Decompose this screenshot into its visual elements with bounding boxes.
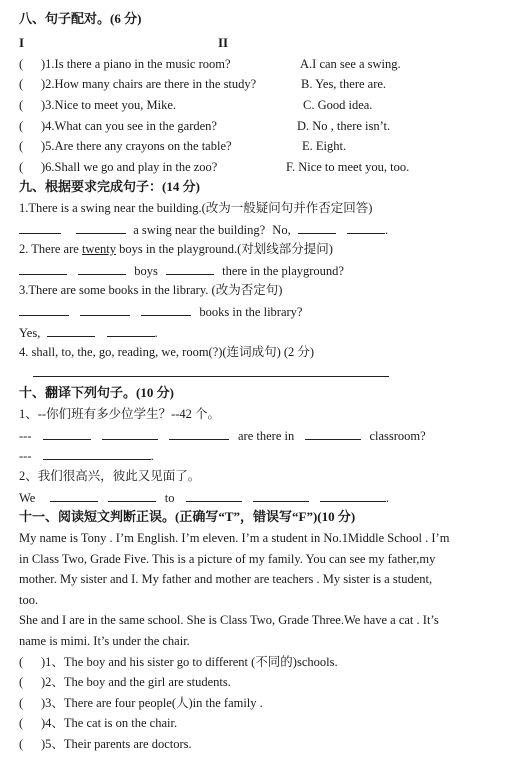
match-answer: A.I can see a swing.	[300, 57, 401, 71]
section-8-heading: 八、句子配对。(6 分)	[19, 11, 142, 26]
judge-item	[19, 695, 502, 711]
match-question: )1.Is there a piano in the music room?	[41, 57, 231, 71]
answer-blank[interactable]	[320, 489, 386, 502]
answer-blank[interactable]	[19, 221, 61, 234]
answer-blank[interactable]	[298, 221, 336, 234]
s9-answer-line-2	[19, 262, 502, 279]
answer-line[interactable]	[33, 376, 389, 377]
answer-blank[interactable]	[108, 489, 156, 502]
match-row	[19, 159, 502, 175]
s10-answer-line-2: We to .	[19, 491, 389, 505]
match-row	[19, 97, 502, 113]
answer-blank[interactable]	[166, 262, 214, 275]
judge-statement: )3、There are four people(人)in the family .	[41, 696, 263, 710]
answer-blank[interactable]	[47, 324, 95, 337]
s9-q2-rest: there in the playground?	[222, 264, 344, 278]
match-question: )2.How many chairs are there in the study?	[41, 77, 257, 91]
judge-item	[19, 654, 502, 670]
judge-statement: )5、Their parents are doctors.	[41, 737, 192, 751]
s9-answer-line-3	[19, 303, 502, 320]
match-question: )4.What can you see in the garden?	[41, 119, 217, 133]
column-ii-label: II	[218, 35, 229, 50]
s9-q1-answer-text: a swing near the building?	[133, 223, 266, 237]
s10-answer-line-1	[19, 427, 502, 444]
answer-blank[interactable]	[19, 262, 67, 275]
answer-paren: (	[19, 98, 24, 112]
s9-q2-boys: boys	[134, 264, 158, 278]
s9-q1-no: No,	[272, 223, 291, 237]
answer-blank[interactable]	[305, 427, 361, 440]
column-i-label: I	[19, 35, 25, 50]
s10-question-1: 1、--你们班有多少位学生？--42 个。	[19, 407, 221, 421]
s10-q1-end: classroom?	[369, 429, 426, 443]
answer-paren: (	[19, 119, 24, 133]
s9-q3-rest: books in the library?	[199, 305, 303, 319]
s9-question-1: 1.There is a swing near the building.(改为一般疑问句并作否定回答)	[19, 201, 373, 215]
answer-paren: (	[19, 737, 24, 751]
answer-blank[interactable]	[141, 303, 191, 316]
s9-q2-post: boys in the playground.(对划线部分提问)	[115, 242, 333, 256]
s10-to: to	[164, 491, 175, 505]
answer-blank[interactable]	[107, 324, 155, 337]
s10-answer-line-1b: --- .	[19, 449, 154, 463]
s9-question-3: 3.There are some books in the library. (改为否定句)	[19, 283, 283, 297]
judge-item	[19, 715, 502, 731]
passage-line: My name is Tony . I’m English. I’m eleven. I’m a student in No.1Middle School . I’m	[19, 531, 450, 545]
s10-q1-mid: are there in	[238, 429, 295, 443]
judge-statement: )2、The boy and the girl are students.	[41, 675, 231, 689]
s9-yes: Yes,	[19, 326, 41, 340]
match-answer: C. Good idea.	[303, 98, 373, 112]
match-answer: E. Eight.	[302, 139, 347, 153]
match-row	[19, 76, 502, 92]
judge-statement: )4、The cat is on the chair.	[41, 716, 178, 730]
judge-item	[19, 674, 502, 690]
s10-question-2: 2、我们很高兴，彼此又见面了。	[19, 469, 201, 483]
section-10-heading: 十、翻译下列句子。(10 分)	[19, 385, 174, 400]
answer-paren: (	[19, 77, 24, 91]
answer-paren: (	[19, 716, 24, 730]
dash-prefix: ---	[19, 449, 32, 463]
dash-prefix: ---	[19, 429, 32, 443]
answer-blank[interactable]	[169, 427, 229, 440]
s10-we: We	[19, 491, 36, 505]
answer-blank[interactable]	[43, 427, 91, 440]
answer-paren: (	[19, 139, 24, 153]
match-answer: D. No , there isn’t.	[297, 119, 391, 133]
s9-answer-line-1: a swing near the building? No, .	[19, 221, 502, 238]
answer-paren: (	[19, 675, 24, 689]
match-question: )6.Shall we go and play in the zoo?	[41, 160, 218, 174]
judge-item	[19, 736, 502, 752]
match-answer: F. Nice to meet you, too.	[286, 160, 410, 174]
match-row	[19, 56, 502, 72]
answer-blank[interactable]	[43, 447, 151, 460]
passage-line: name is mimi. It’s under the chair.	[19, 634, 190, 648]
answer-blank[interactable]	[347, 221, 385, 234]
answer-blank[interactable]	[80, 303, 130, 316]
answer-paren: (	[19, 655, 24, 669]
match-question: )3.Nice to meet you, Mike.	[41, 98, 177, 112]
match-row	[19, 118, 502, 134]
answer-paren: (	[19, 696, 24, 710]
match-answer: B. Yes, there are.	[301, 77, 387, 91]
section-11-heading: 十一、阅读短文判断正误。(正确写“T”，错误写“F”)(10 分)	[19, 509, 356, 524]
answer-blank[interactable]	[253, 489, 309, 502]
s9-question-2	[19, 241, 502, 257]
passage-line: in Class Two, Grade Five. This is a picture of my family. You can see my father,my	[19, 552, 436, 566]
answer-blank[interactable]	[102, 427, 158, 440]
answer-blank[interactable]	[50, 489, 98, 502]
passage-line: too.	[19, 593, 39, 607]
answer-blank[interactable]	[76, 221, 126, 234]
answer-paren: (	[19, 160, 24, 174]
passage-line: She and I are in the same school. She is Class Two, Grade Three.We have a cat . It’s	[19, 613, 439, 627]
section-9-heading: 九、根据要求完成句子：(14 分)	[19, 179, 200, 194]
s9-q2-underlined: twenty	[81, 242, 116, 256]
s9-question-4: 4. shall, to, the, go, reading, we, room(?)(连词成句) (2 分)	[19, 345, 315, 359]
answer-blank[interactable]	[186, 489, 242, 502]
s9-yes-line	[19, 324, 502, 341]
s9-yes-period: .	[154, 326, 158, 340]
s9-q2-pre: 2. There are	[19, 242, 82, 256]
match-row	[19, 138, 502, 154]
answer-paren: (	[19, 57, 24, 71]
judge-statement: )1、The boy and his sister go to different (不同的)schools.	[41, 655, 338, 669]
match-question: )5.Are there any crayons on the table?	[41, 139, 232, 153]
passage-line: mother. My sister and I. My father and mother are teachers . My sister is a student,	[19, 572, 433, 586]
answer-blank[interactable]	[78, 262, 126, 275]
answer-blank[interactable]	[19, 303, 69, 316]
